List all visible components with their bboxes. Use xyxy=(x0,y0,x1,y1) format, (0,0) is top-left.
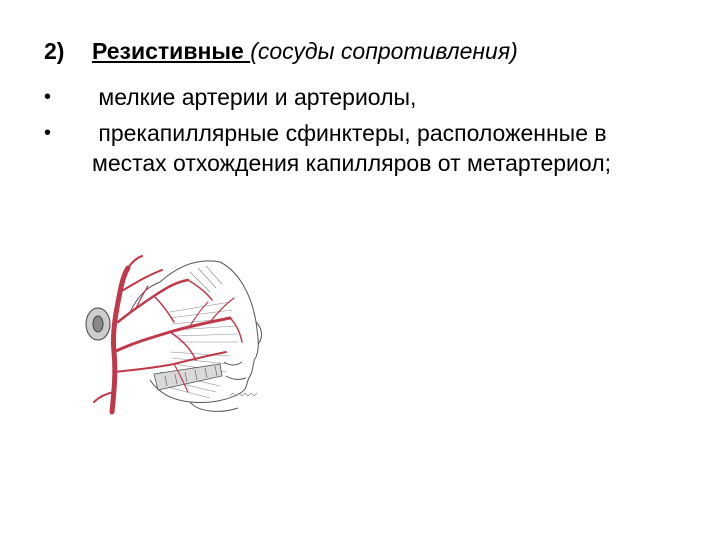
bullet-marker: • xyxy=(44,86,52,108)
bullet-text: прекапиллярные сфинктеры, расположенные в местах отхождения капилляров от метартериол; xyxy=(92,120,613,176)
heading-number: 2) xyxy=(44,38,65,64)
heading-subtitle: (сосуды сопротивления) xyxy=(250,38,518,64)
slide-heading xyxy=(44,36,518,66)
bullet-item xyxy=(44,118,684,178)
bullet-list xyxy=(44,82,684,184)
face-arteries-anatomy-illustration xyxy=(70,252,270,422)
bullet-text: мелкие артерии и артериолы, xyxy=(92,84,417,110)
bullet-item xyxy=(44,82,684,112)
bullet-marker: • xyxy=(44,122,52,144)
heading-term: Резистивные xyxy=(92,38,251,64)
